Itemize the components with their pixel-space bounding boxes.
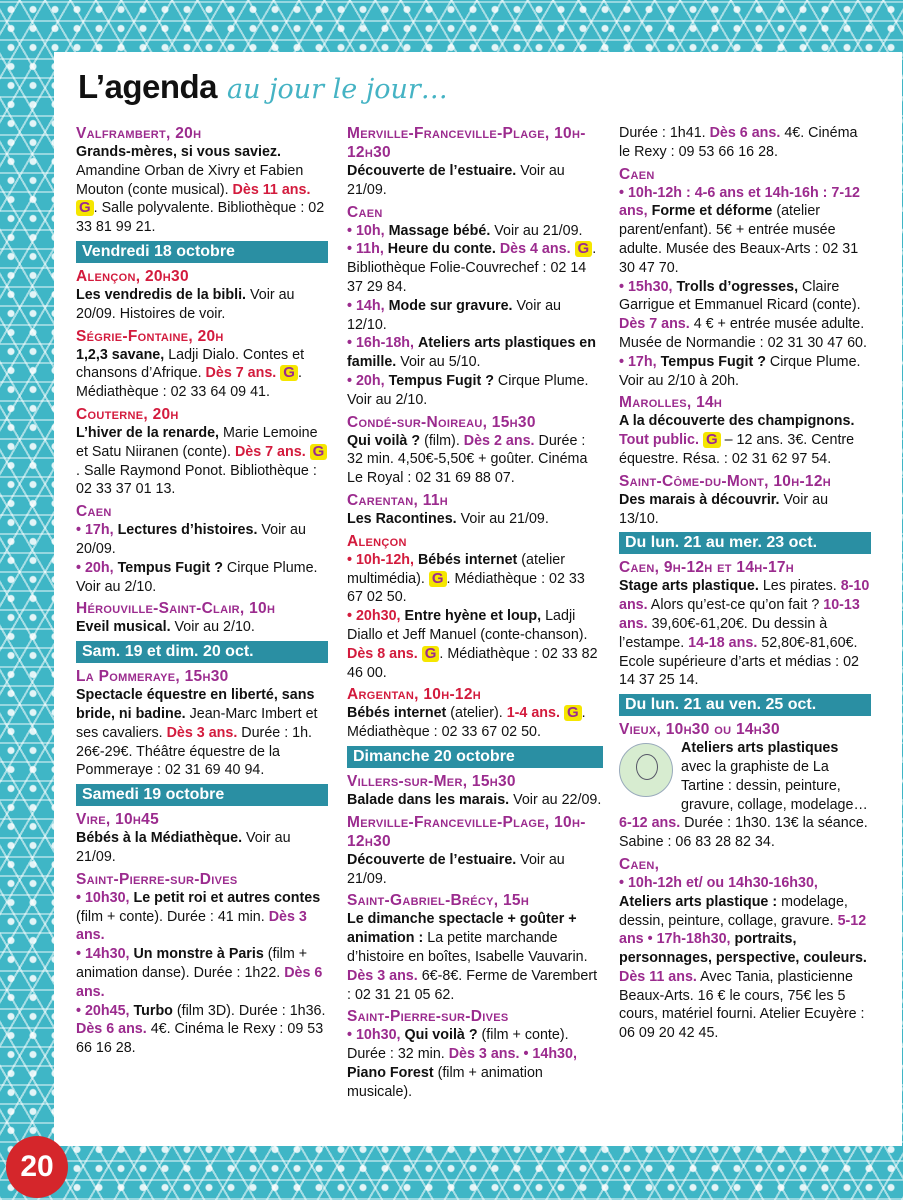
date-banner: Samedi 19 octobre xyxy=(76,784,328,806)
event-location-heading: Merville-Franceville-Plage, 10h-12h30 xyxy=(347,125,586,161)
column-1 xyxy=(76,124,328,1061)
event-description: Stage arts plastique. Les pirates. 8-10 ans. Alors qu’est-ce qu’on fait ? 10-13 ans. 39,60€-61,20€. Du dessin à l’estampe. 14-18 ans. 52,80€-81,60€. Ecole supérieure d’arts et médias : 02 14 37 25 14. xyxy=(619,578,870,689)
event-description: Durée : 1h41. Dès 6 ans. 4€. Cinéma le Rexy : 09 53 66 16 28. xyxy=(619,125,858,160)
event-description: • 10h-12h : 4-6 ans et 14h-16h : 7-12 ans, Forme et déforme (atelier parent/enfant). 5€ + entrée musée adulte. Musée des Beaux-Arts : 02 31 30 47 70. • 15h30, Trolls d’ogresses, Claire Garrigue et Emmanuel Ricard (conte). Dès 7 ans. 4 € + entrée musée adulte. Musée de Normandie : 02 31 30 47 60. • 17h, Tempus Fugit ? Cirque Plume. Voir au 2/10 à 20h. xyxy=(619,184,867,389)
event-description: • 10h-12h, Bébés internet (atelier multimédia). G . Médiathèque : 02 33 67 02 50. • 20h30, Entre hyène et loup, Ladji Diallo et Jeff Manuel (conte-chanson). Dès 8 ans. G . Médiathèque : 02 33 82 46 00. xyxy=(347,551,598,681)
title-script: au jour le jour… xyxy=(227,74,448,105)
date-banner: Dimanche 20 octobre xyxy=(347,746,603,768)
event-description: Découverte de l’estuaire. Voir au 21/09. xyxy=(347,163,565,198)
date-banner: Vendredi 18 octobre xyxy=(76,241,328,263)
event-description: Bébés à la Médiathèque. Voir au 21/09. xyxy=(76,830,291,865)
event-location-heading: Argentan, 10h-12h xyxy=(347,686,482,704)
column-2 xyxy=(347,124,603,1104)
event-description: • 10h-12h et/ ou 14h30-16h30, Ateliers arts plastique : modelage, dessin, peinture, collage, gravure. 5-12 ans • 17h-18h30, portraits, personnages, perspective, couleurs. Dès 11 ans. Avec Tania, plasticienne Beaux-Arts. 16 € le cours, 75€ les 5 cours, matériel fourni. Atelier Ecuyère : 06 09 20 42 45. xyxy=(619,874,867,1042)
event-description: A la découverte des champignons. Tout public. G – 12 ans. 3€. Centre équestre. Résa. : 02 31 62 97 54. xyxy=(619,413,855,467)
event-location-heading: Caen, 9h-12h et 14h-17h xyxy=(619,559,795,577)
event-description: Qui voilà ? (film). Dès 2 ans. Durée : 32 min. 4,50€-5,50€ + goûter. Cinéma Le Royal : 02 31 69 88 07. xyxy=(347,432,588,487)
event-location-heading: Carentan, 11h xyxy=(347,491,448,509)
event-description: Eveil musical. Voir au 2/10. xyxy=(76,619,255,636)
column-3 xyxy=(619,124,871,1046)
event-location-heading: Alençon xyxy=(347,532,407,550)
event-location-heading: Saint-Pierre-sur-Dives xyxy=(76,870,238,888)
event-location-heading: Marolles, 14h xyxy=(619,394,723,412)
title-main: L’agenda xyxy=(78,68,218,105)
event-location-heading: Alençon, 20h30 xyxy=(76,267,189,285)
event-description: L’hiver de la renarde, Marie Lemoine et Satu Niiranen (conte). Dès 7 ans. G. Salle Raymond Ponot. Bibliothèque : 02 33 37 01 13. xyxy=(76,424,328,499)
event-location-heading: Valframbert, 20h xyxy=(76,125,202,142)
event-description: Bébés internet (atelier). 1-4 ans. G . Médiathèque : 02 33 67 02 50. xyxy=(347,704,586,741)
event-location-heading: Saint-Côme-du-Mont, 10h-12h xyxy=(619,472,831,490)
event-location-heading: Vieux, 10h30 ou 14h30 xyxy=(619,721,780,739)
event-description: • 10h30, Le petit roi et autres contes (film + conte). Durée : 41 min. Dès 3 ans. • 14h30, Un monstre à Paris (film + animation danse). Durée : 1h22. Dès 6 ans. • 20h45, Turbo (film 3D). Durée : 1h36. Dès 6 ans. 4€. Cinéma le Rexy : 09 53 66 16 28. xyxy=(76,889,326,1057)
event-location-heading: Caen xyxy=(76,503,112,521)
event-location-heading: Ségrie-Fontaine, 20h xyxy=(76,327,224,345)
page-number: 20 xyxy=(6,1136,68,1198)
event-description: Ateliers arts plastiques avec la graphiste de La Tartine : dessin, peinture, gravure, collage, modelage… 6-12 ans. Durée : 1h30. 13€ la séance. Sabine : 06 83 28 82 34. xyxy=(619,740,868,851)
event-description: Les vendredis de la bibli. Voir au 20/09. Histoires de voir. xyxy=(76,286,295,322)
event-location-heading: Saint-Pierre-sur-Dives xyxy=(347,1008,509,1026)
event-description: • 10h, Massage bébé. Voir au 21/09. • 11h, Heure du conte. Dès 4 ans. G . Bibliothèque Folie-Couvrechef : 02 14 37 29 84. • 14h, Mode sur gravure. Voir au 12/10. • 16h-18h, Ateliers arts plastiques en famille. Voir au 5/10. • 20h, Tempus Fugit ? Cirque Plume. Voir au 2/10. xyxy=(347,222,597,408)
event-description: • 10h30, Qui voilà ? (film + conte). Durée : 32 min. Dès 3 ans. • 14h30, Piano Forest (film + animation musicale). xyxy=(347,1027,577,1100)
event-description: 1,2,3 savane, Ladji Dialo. Contes et chansons d’Afrique. Dès 7 ans. G . Médiathèque : 02 33 64 09 41. xyxy=(76,346,305,401)
event-description: Des marais à découvrir. Voir au 13/10. xyxy=(619,491,829,527)
page-title xyxy=(78,68,448,112)
event-location-heading: Villers-sur-Mer, 15h30 xyxy=(347,772,516,790)
event-description: Découverte de l’estuaire. Voir au 21/09. xyxy=(347,851,565,887)
event-location-heading: Caen xyxy=(347,203,383,221)
event-location-heading: La Pommeraye, 15h30 xyxy=(76,668,229,686)
event-location-heading: Vire, 10h45 xyxy=(76,811,160,829)
illustration-avatar xyxy=(619,743,673,797)
event-location-heading: Hérouville-Saint-Clair, 10h xyxy=(76,600,276,618)
event-location-heading: Saint-Gabriel-Brécy, 15h xyxy=(347,892,530,910)
event-location-heading: Caen xyxy=(619,165,655,183)
event-description: Spectacle équestre en liberté, sans bride, ni badine. Jean-Marc Imbert et ses cavaliers. Dès 3 ans. Durée : 1h. 26€-29€. Théâtre équestre de la Pommeraye : 02 31 69 40 94. xyxy=(76,687,318,779)
event-description: Grands-mères, si vous saviez. Amandine Orban de Xivry et Fabien Mouton (conte musical). Dès 11 ans. G . Salle polyvalente. Bibliothèque : 02 33 81 99 21. xyxy=(76,144,325,236)
event-description: Balade dans les marais. Voir au 22/09. xyxy=(347,791,602,808)
event-description: • 17h, Lectures d’histoires. Voir au 20/09. • 20h, Tempus Fugit ? Cirque Plume. Voir au 2/10. xyxy=(76,522,318,595)
event-location-heading: Couterne, 20h xyxy=(76,405,179,423)
date-banner: Sam. 19 et dim. 20 oct. xyxy=(76,641,328,663)
event-location-heading: Merville-Franceville-Plage, 10h-12h30 xyxy=(347,813,586,850)
date-banner: Du lun. 21 au ven. 25 oct. xyxy=(619,694,871,716)
event-location-heading: Caen, xyxy=(619,855,660,873)
event-description: Le dimanche spectacle + goûter + animation : La petite marchande d’histoire en boîtes, Isabelle Vauvarin. Dès 3 ans. 6€-8€. Ferme de Varembert : 02 31 21 05 62. xyxy=(347,911,598,1003)
event-description: Les Racontines. Voir au 21/09. xyxy=(347,510,549,527)
date-banner: Du lun. 21 au mer. 23 oct. xyxy=(619,532,871,554)
event-location-heading: Condé-sur-Noireau, 15h30 xyxy=(347,413,536,431)
